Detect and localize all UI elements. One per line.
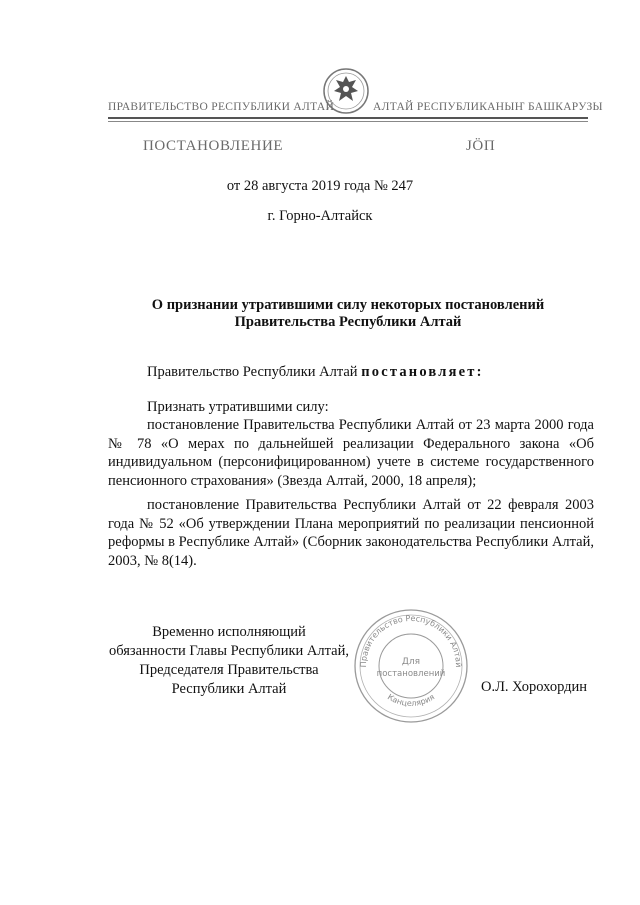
resolves-bold: постановляет: bbox=[361, 364, 484, 380]
title-line-1: О признании утратившими силу некоторых постановлений bbox=[151, 297, 545, 313]
stamp-ring-text: Правительство Республики Алтай bbox=[358, 613, 464, 668]
paragraph-2: постановление Правительства Республики Алтай от 22 февраля 2003 года № 52 «Об утверждении Плана мероприятий по реализации пенсионной реформы в Республике Алтай» (Сборник законодательства Республики Алтай, 2003, № 8(14). bbox=[108, 497, 594, 569]
title-line-2: Правительства Республики Алтай bbox=[234, 314, 462, 330]
signature-block bbox=[104, 623, 354, 699]
stamp-ring-text-bottom: Канцелярия bbox=[385, 692, 437, 708]
header-rule-thin bbox=[108, 121, 588, 122]
signature-line-2: обязанности Главы Республики Алтай, bbox=[109, 643, 349, 659]
signature-line-4: Республики Алтай bbox=[171, 681, 287, 697]
date-number-line: от 28 августа 2019 года № 247 bbox=[226, 178, 414, 194]
resolves-line bbox=[147, 363, 633, 382]
doc-type-altai: ЈӦП bbox=[466, 138, 496, 154]
org-name-altai: АЛТАЙ РЕСПУБЛИКАНЫҤ БАШКАРУЗЫ bbox=[373, 101, 603, 113]
header-rule bbox=[108, 117, 588, 119]
city-line: г. Горно-Алтайск bbox=[267, 208, 373, 224]
document-title bbox=[108, 297, 588, 331]
stamp-center-line-2: постановлений bbox=[376, 669, 446, 679]
paragraph-1: постановление Правительства Республики Алтай от 23 марта 2000 года № 78 «О мерах по дальнейшей реализации Федерального закона «Об индивидуальном (персонифицированном) учете в системе государственного пенсионного страхования» (Звезда Алтай, 2000, 18 апреля); bbox=[108, 417, 594, 489]
recognize-line: Признать утратившими силу: bbox=[147, 399, 329, 415]
svg-text:Канцелярия bbox=[386, 692, 436, 708]
org-name-russian: ПРАВИТЕЛЬСТВО РЕСПУБЛИКИ АЛТАЙ bbox=[108, 101, 335, 113]
official-stamp bbox=[352, 607, 470, 725]
signature-line-1: Временно исполняющий bbox=[152, 624, 306, 640]
doc-type-russian: ПОСТАНОВЛЕНИЕ bbox=[143, 138, 284, 154]
signer-name: О.Л. Хорохордин bbox=[481, 679, 588, 695]
resolves-prefix: Правительство Республики Алтай bbox=[147, 364, 362, 380]
stamp-center-line-1: Для bbox=[401, 657, 421, 667]
signature-line-3: Председателя Правительства bbox=[139, 662, 319, 678]
